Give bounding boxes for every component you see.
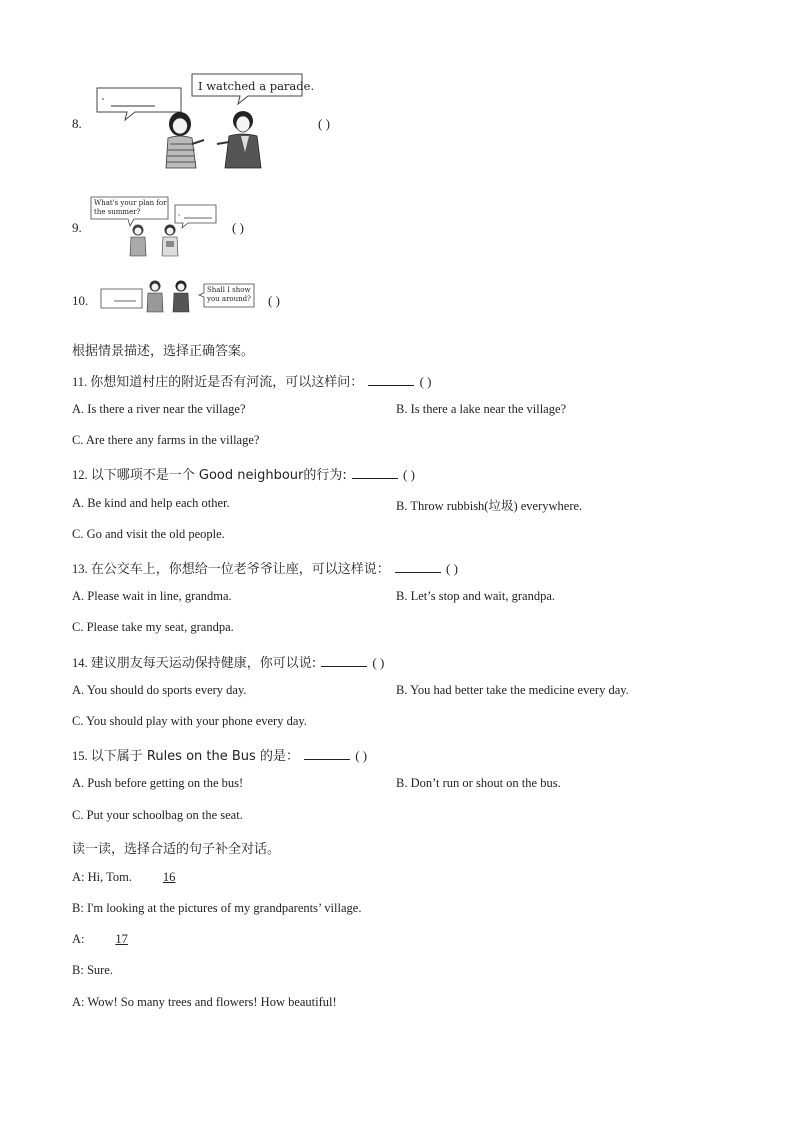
question-number: 11. xyxy=(72,375,88,389)
section-heading: 读一读，选择合适的句子补全对话。 xyxy=(72,842,281,857)
question-14 xyxy=(72,652,384,671)
option-c[interactable]: C. You should play with your phone every day. xyxy=(72,714,307,728)
question-9-number: 9. xyxy=(72,220,82,235)
answer-blank[interactable] xyxy=(368,374,414,386)
bubble-text-line-2: the summer? xyxy=(94,208,141,216)
question-text: 你想知道村庄的附近是否有河流，可以这样问： xyxy=(90,375,364,390)
bubble-text xyxy=(207,286,251,304)
question-number: 14. xyxy=(72,656,88,670)
question-15 xyxy=(72,745,367,764)
bubble-text-line-1: What's your plan for xyxy=(94,199,167,207)
question-text: 建议朋友每天运动保持健康，你可以说: xyxy=(90,656,317,671)
speaker-label: A: xyxy=(72,870,85,884)
dialogue-line xyxy=(72,963,113,978)
answer-parens[interactable]: ( ) xyxy=(403,467,415,482)
answer-blank[interactable] xyxy=(304,748,350,760)
two-children-figure-icon xyxy=(126,224,188,258)
question-10-number: 10. xyxy=(72,293,89,308)
boy-figure-icon xyxy=(215,108,267,172)
question-number: 12. xyxy=(72,468,88,482)
option-c[interactable]: C. Go and visit the old people. xyxy=(72,527,225,541)
question-text: 以下属于 Rules on the Bus 的是： xyxy=(90,749,299,764)
speaker-label: A: xyxy=(72,932,85,946)
option-b[interactable]: B. Throw rubbish(垃圾) everywhere. xyxy=(396,499,583,513)
blank-number: 17 xyxy=(115,932,128,946)
answer-blank-16[interactable] xyxy=(135,870,203,885)
answer-parens[interactable]: ( ) xyxy=(446,561,458,576)
speaker-label: B: xyxy=(72,963,84,977)
dialogue-line xyxy=(72,932,156,947)
girl-figure-icon xyxy=(160,110,210,172)
dialogue-line xyxy=(72,901,361,916)
question-text: 在公交车上，你想给一位老爷爷让座，可以这样说： xyxy=(90,562,390,577)
dialogue-text: I'm looking at the pictures of my grandparents’ village. xyxy=(86,901,362,915)
option-a[interactable]: A. You should do sports every day. xyxy=(72,683,247,697)
blank-number: 16 xyxy=(162,870,176,884)
question-number: 15. xyxy=(72,749,88,763)
question-8-number: 8. xyxy=(72,116,82,131)
answer-blank[interactable] xyxy=(395,561,441,573)
option-a[interactable]: A. Push before getting on the bus! xyxy=(72,776,244,790)
question-12 xyxy=(72,464,415,483)
answer-blank[interactable] xyxy=(352,467,398,479)
option-a[interactable]: A. Is there a river near the village? xyxy=(72,402,246,416)
option-a[interactable]: A. Please wait in line, grandma. xyxy=(72,589,232,603)
answer-parens[interactable]: ( ) xyxy=(419,374,432,389)
option-b[interactable]: B. Is there a lake near the village? xyxy=(396,402,567,416)
dialogue-text: Hi, Tom. xyxy=(87,870,133,884)
question-8-answer-parens[interactable]: ( ) xyxy=(318,116,330,131)
question-text: 以下哪项不是一个 Good neighbour的行为: xyxy=(90,468,347,483)
option-b[interactable]: B. You had better take the medicine every day. xyxy=(396,683,629,697)
option-c[interactable]: C. Put your schoolbag on the seat. xyxy=(72,808,243,822)
question-11 xyxy=(72,371,431,390)
option-c[interactable]: C. Please take my seat, grandpa. xyxy=(72,620,234,634)
option-b[interactable]: B. Don’t run or shout on the bus. xyxy=(396,776,561,790)
question-number: 13. xyxy=(72,562,88,576)
dialogue-line xyxy=(72,995,337,1010)
bubble-text-line-2: you around? xyxy=(207,295,251,303)
answer-blank-17[interactable] xyxy=(88,932,156,947)
answer-parens[interactable]: ( ) xyxy=(372,655,385,670)
option-b[interactable]: B. Let’s stop and wait, grandpa. xyxy=(396,589,555,603)
dialogue-text: Sure. xyxy=(86,963,113,977)
option-a[interactable]: A. Be kind and help each other. xyxy=(72,496,230,510)
dialogue-text: Wow! So many trees and flowers! How beautiful! xyxy=(87,995,337,1009)
bubble-text-line-1: Shall I show xyxy=(207,286,251,294)
answer-parens[interactable]: ( ) xyxy=(355,748,368,763)
blank-speech-bubble-icon xyxy=(100,288,144,310)
section-heading: 根据情景描述，选择正确答案。 xyxy=(72,344,255,359)
bubble-text: I watched a parade. xyxy=(198,79,315,93)
option-c[interactable]: C. Are there any farms in the village? xyxy=(72,433,260,447)
question-13 xyxy=(72,558,458,577)
bubble-text xyxy=(94,199,166,217)
two-adults-figure-icon xyxy=(145,280,197,314)
question-9-answer-parens[interactable]: ( ) xyxy=(232,220,244,235)
dialogue-line xyxy=(72,870,203,885)
question-10-answer-parens[interactable]: ( ) xyxy=(268,293,280,308)
answer-blank[interactable] xyxy=(321,655,367,667)
speaker-label: A: xyxy=(72,995,85,1009)
speaker-label: B: xyxy=(72,901,84,915)
